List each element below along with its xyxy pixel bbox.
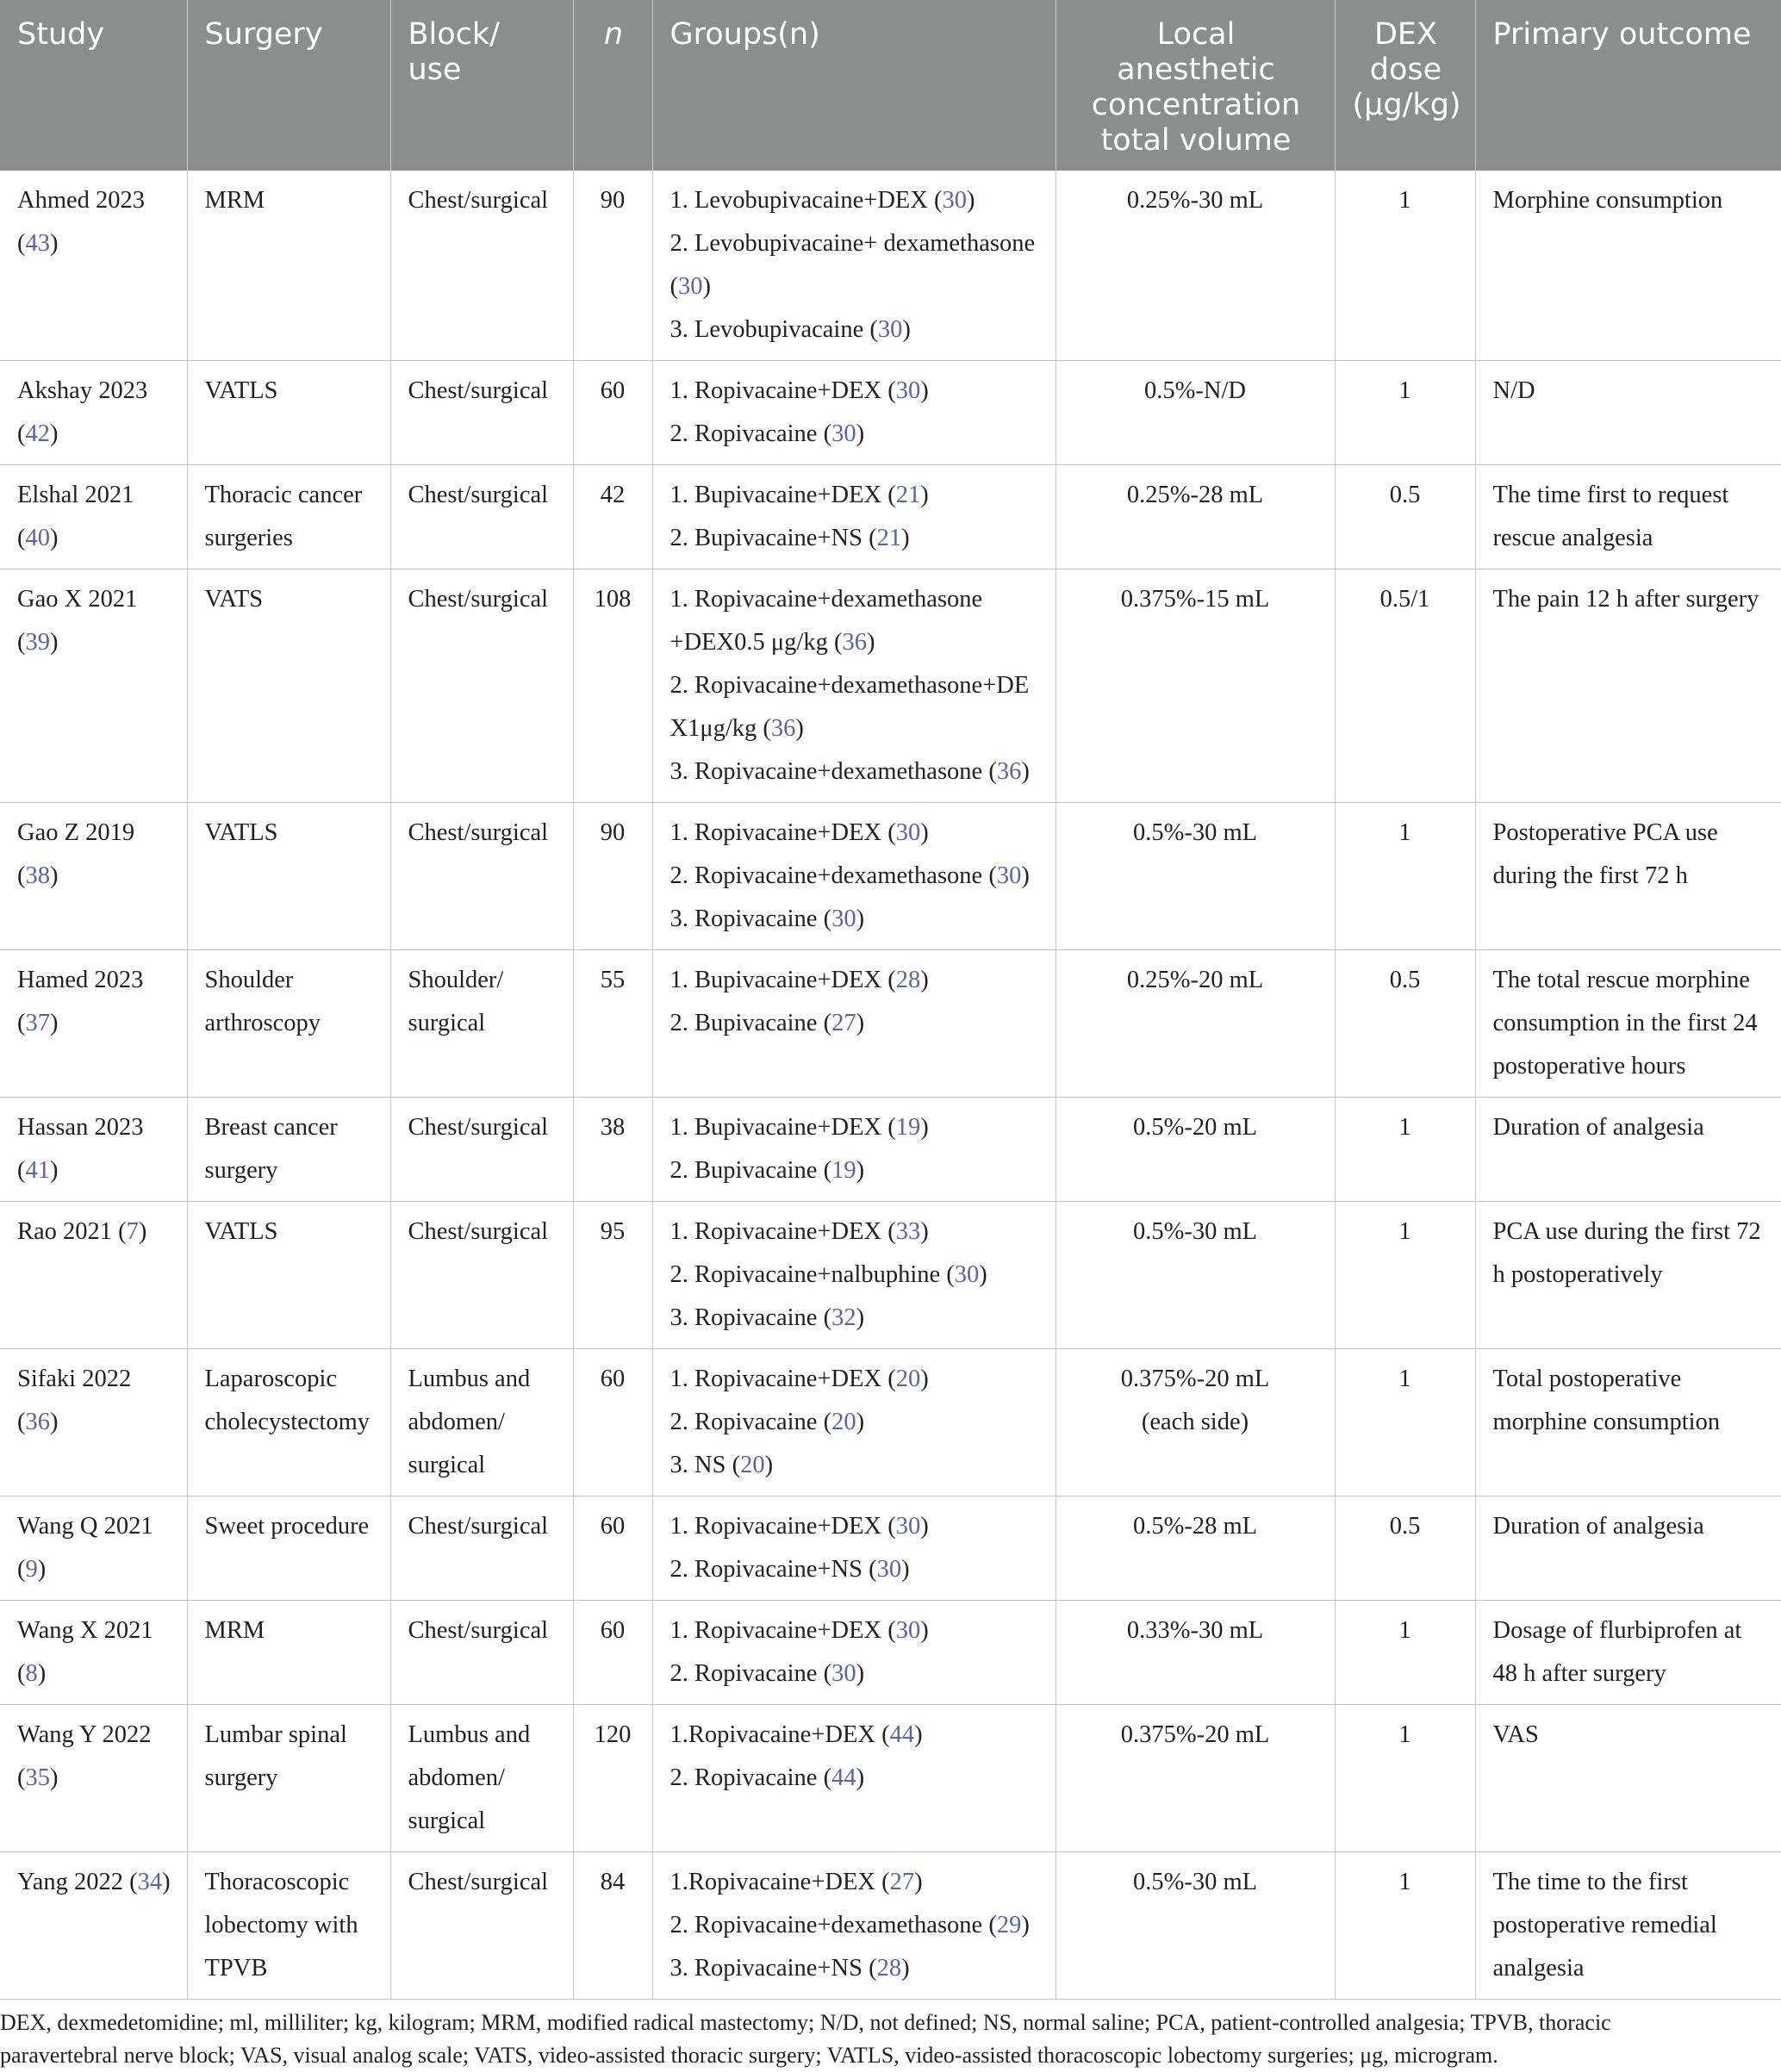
group-line: 1. Ropivacaine+dexamethasone xyxy=(669,586,983,613)
table-row xyxy=(0,1496,1781,1601)
cell-surgery: Lumbar spinal surgery xyxy=(187,1705,390,1852)
cell-n: 90 xyxy=(573,803,652,950)
cell-groups xyxy=(652,171,1056,361)
cell-local-anesthetic: 0.25%-28 mL xyxy=(1056,465,1335,569)
group-line: 2. Ropivacaine (20) xyxy=(669,1409,865,1435)
cell-n: 95 xyxy=(573,1202,652,1349)
cell-dex-dose: 1 xyxy=(1335,361,1475,465)
cell-n: 38 xyxy=(573,1098,652,1202)
cell-block: Chest/surgical xyxy=(390,1852,573,2000)
study-reference-link: 43 xyxy=(25,230,50,257)
cell-n: 90 xyxy=(573,171,652,361)
cell-primary-outcome: Duration of analgesia xyxy=(1475,1496,1781,1601)
group-line: 2. Bupivacaine+NS (21) xyxy=(669,525,910,551)
cell-surgery: VATS xyxy=(187,569,390,803)
cell-block: Chest/surgical xyxy=(390,1601,573,1705)
cell-primary-outcome: VAS xyxy=(1475,1705,1781,1852)
group-reference-link: 30 xyxy=(996,862,1022,889)
cell-surgery: Laparoscopic cholecystectomy xyxy=(187,1349,390,1496)
group-reference-link: 27 xyxy=(889,1869,915,1895)
cell-block: Chest/surgical xyxy=(390,569,573,803)
study-reference-link: 35 xyxy=(25,1764,50,1791)
cell-primary-outcome: Morphine consumption xyxy=(1475,171,1781,361)
cell-primary-outcome: Total postoperative morphine consumption xyxy=(1475,1349,1781,1496)
table-row xyxy=(0,950,1781,1098)
table-row xyxy=(0,465,1781,569)
cell-groups xyxy=(652,465,1056,569)
table-body xyxy=(0,171,1781,2000)
cell-study: Wang Y 2022 (35) xyxy=(0,1705,187,1852)
group-reference-link: 30 xyxy=(895,1617,921,1644)
group-reference-link: 28 xyxy=(876,1955,902,1982)
cell-primary-outcome: Dosage of flurbiprofen at 48 h after surgery xyxy=(1475,1601,1781,1705)
study-name: Hassan 2023 xyxy=(17,1114,144,1141)
cell-block: Chest/surgical xyxy=(390,361,573,465)
group-reference-link: 20 xyxy=(895,1366,921,1392)
group-line: 1. Ropivacaine+DEX (30) xyxy=(669,1513,929,1540)
table-row xyxy=(0,1349,1781,1496)
cell-dex-dose: 1 xyxy=(1335,1349,1475,1496)
cell-primary-outcome: The time to the first postoperative remedial analgesia xyxy=(1475,1852,1781,2000)
group-line: 1. Bupivacaine+DEX (19) xyxy=(669,1114,929,1141)
cell-n: 60 xyxy=(573,1601,652,1705)
group-line: 1.Ropivacaine+DEX (44) xyxy=(669,1721,923,1748)
study-reference-link: 9 xyxy=(25,1556,38,1583)
cell-groups xyxy=(652,1202,1056,1349)
group-line: 3. NS (20) xyxy=(669,1452,774,1478)
cell-dex-dose: 1 xyxy=(1335,171,1475,361)
cell-local-anesthetic: 0.5%-28 mL xyxy=(1056,1496,1335,1601)
table-row xyxy=(0,1098,1781,1202)
table-row xyxy=(0,569,1781,803)
table-row xyxy=(0,803,1781,950)
group-reference-link: 29 xyxy=(996,1912,1022,1938)
study-name: Ahmed 2023 xyxy=(17,187,146,214)
header-surgery: Surgery xyxy=(187,0,390,171)
cell-primary-outcome: The total rescue morphine consumption in the first 24 postoperative hours xyxy=(1475,950,1781,1098)
cell-study: Ahmed 2023 (43) xyxy=(0,171,187,361)
cell-groups xyxy=(652,1705,1056,1852)
cell-surgery: VATLS xyxy=(187,803,390,950)
group-reference-link: 30 xyxy=(678,273,703,300)
cell-primary-outcome: PCA use during the first 72 h postoperatively xyxy=(1475,1202,1781,1349)
cell-dex-dose: 1 xyxy=(1335,1601,1475,1705)
study-name: Sifaki 2022 xyxy=(17,1366,132,1392)
study-name: Yang 2022 xyxy=(17,1869,124,1895)
cell-surgery: VATLS xyxy=(187,1202,390,1349)
group-line: 2. Bupivacaine (27) xyxy=(669,1010,865,1036)
group-line: 2. Ropivacaine+NS (30) xyxy=(669,1556,910,1583)
header-primary-outcome: Primary outcome xyxy=(1475,0,1781,171)
cell-local-anesthetic: 0.5%-30 mL xyxy=(1056,1852,1335,2000)
table-row xyxy=(0,361,1781,465)
header-row xyxy=(0,0,1781,171)
group-reference-link: 44 xyxy=(889,1721,915,1748)
cell-groups xyxy=(652,803,1056,950)
cell-dex-dose: 0.5 xyxy=(1335,465,1475,569)
cell-primary-outcome: The pain 12 h after surgery xyxy=(1475,569,1781,803)
group-line: 3. Ropivacaine+dexamethasone (36) xyxy=(669,758,1030,785)
cell-surgery: MRM xyxy=(187,171,390,361)
cell-local-anesthetic: 0.375%-15 mL xyxy=(1056,569,1335,803)
cell-block: Chest/surgical xyxy=(390,465,573,569)
cell-local-anesthetic: 0.375%-20 mL (each side) xyxy=(1056,1349,1335,1496)
group-line: 2. Ropivacaine (30) xyxy=(669,1660,865,1687)
study-reference-link: 7 xyxy=(126,1218,139,1245)
cell-dex-dose: 1 xyxy=(1335,1098,1475,1202)
study-reference-link: 34 xyxy=(137,1869,163,1895)
cell-n: 55 xyxy=(573,950,652,1098)
group-line: 1. Ropivacaine+DEX (33) xyxy=(669,1218,929,1245)
cell-surgery: MRM xyxy=(187,1601,390,1705)
cell-surgery: Sweet procedure xyxy=(187,1496,390,1601)
cell-study: Elshal 2021 (40) xyxy=(0,465,187,569)
study-name: Hamed 2023 xyxy=(17,967,144,993)
cell-block: Chest/surgical xyxy=(390,1202,573,1349)
cell-n: 84 xyxy=(573,1852,652,2000)
group-reference-link: 30 xyxy=(831,420,856,447)
cell-groups xyxy=(652,1601,1056,1705)
cell-study: Hamed 2023 (37) xyxy=(0,950,187,1098)
group-reference-link: 19 xyxy=(831,1157,856,1184)
cell-n: 60 xyxy=(573,1496,652,1601)
study-reference-link: 40 xyxy=(25,525,50,551)
group-reference-link: 20 xyxy=(831,1409,856,1435)
cell-study: Hassan 2023 (41) xyxy=(0,1098,187,1202)
cell-dex-dose: 0.5 xyxy=(1335,950,1475,1098)
cell-local-anesthetic: 0.33%-30 mL xyxy=(1056,1601,1335,1705)
cell-local-anesthetic: 0.5%-N/D xyxy=(1056,361,1335,465)
group-line: 3. Levobupivacaine (30) xyxy=(669,316,911,343)
cell-block: Lumbus and abdomen/ surgical xyxy=(390,1705,573,1852)
group-reference-link: 21 xyxy=(895,482,921,508)
table-row xyxy=(0,171,1781,361)
group-reference-link: 30 xyxy=(831,1660,856,1687)
cell-n: 60 xyxy=(573,361,652,465)
cell-dex-dose: 1 xyxy=(1335,1202,1475,1349)
cell-local-anesthetic: 0.25%-30 mL xyxy=(1056,171,1335,361)
cell-groups xyxy=(652,1098,1056,1202)
cell-local-anesthetic: 0.5%-30 mL xyxy=(1056,803,1335,950)
group-line: 2. Levobupivacaine+ dexamethasone xyxy=(669,230,1036,257)
header-local-anesthetic: Local anesthetic concentration total volume xyxy=(1056,0,1335,171)
cell-surgery: Shoulder arthroscopy xyxy=(187,950,390,1098)
group-line: 3. Ropivacaine (30) xyxy=(669,905,865,932)
group-reference-link: 27 xyxy=(831,1010,856,1036)
study-reference-link: 38 xyxy=(25,862,50,889)
study-name: Gao X 2021 xyxy=(17,586,138,613)
cell-primary-outcome: N/D xyxy=(1475,361,1781,465)
table-row xyxy=(0,1852,1781,2000)
group-line: 3. Ropivacaine (32) xyxy=(669,1304,865,1331)
cell-n: 60 xyxy=(573,1349,652,1496)
table-row xyxy=(0,1202,1781,1349)
cell-study: Akshay 2023 (42) xyxy=(0,361,187,465)
group-line: 1. Ropivacaine+DEX (30) xyxy=(669,1617,929,1644)
group-reference-link: 44 xyxy=(831,1764,856,1791)
cell-study: Wang Q 2021 (9) xyxy=(0,1496,187,1601)
cell-surgery: Breast cancer surgery xyxy=(187,1098,390,1202)
cell-block: Chest/surgical xyxy=(390,1098,573,1202)
cell-primary-outcome: The time first to request rescue analgesia xyxy=(1475,465,1781,569)
group-line: 2. Ropivacaine+dexamethasone (29) xyxy=(669,1912,1030,1938)
group-reference-link: 30 xyxy=(942,187,968,214)
cell-block: Chest/surgical xyxy=(390,1496,573,1601)
group-line: 1. Levobupivacaine+DEX (30) xyxy=(669,187,975,214)
table-row xyxy=(0,1705,1781,1852)
cell-block: Lumbus and abdomen/ surgical xyxy=(390,1349,573,1496)
cell-groups xyxy=(652,361,1056,465)
study-name: Rao 2021 xyxy=(17,1218,113,1245)
cell-block: Chest/surgical xyxy=(390,803,573,950)
table-row xyxy=(0,1601,1781,1705)
group-reference-link: 30 xyxy=(895,377,921,404)
header-block: Block/ use xyxy=(390,0,573,171)
group-reference-link: 36 xyxy=(842,629,867,656)
group-reference-link: 30 xyxy=(831,905,856,932)
cell-dex-dose: 1 xyxy=(1335,1705,1475,1852)
cell-local-anesthetic: 0.5%-20 mL xyxy=(1056,1098,1335,1202)
group-line: 2. Ropivacaine+dexamethasone (30) xyxy=(669,862,1030,889)
study-name: Gao Z 2019 xyxy=(17,819,135,846)
cell-dex-dose: 1 xyxy=(1335,803,1475,950)
group-line: 1.Ropivacaine+DEX (27) xyxy=(669,1869,923,1895)
group-reference-link: 33 xyxy=(895,1218,921,1245)
cell-local-anesthetic: 0.25%-20 mL xyxy=(1056,950,1335,1098)
cell-groups xyxy=(652,569,1056,803)
group-line: 2. Ropivacaine (30) xyxy=(669,420,865,447)
study-name: Akshay 2023 xyxy=(17,377,148,404)
cell-n: 108 xyxy=(573,569,652,803)
group-reference-link: 36 xyxy=(996,758,1022,785)
group-line: 1. Bupivacaine+DEX (21) xyxy=(669,482,929,508)
group-line: 1. Ropivacaine+DEX (30) xyxy=(669,377,929,404)
cell-groups xyxy=(652,1349,1056,1496)
table-footnote: DEX, dexmedetomidine; ml, milliliter; kg, kilogram; MRM, modified radical mastectomy; N/D, not defined; NS, normal saline; PCA, patient-controlled analgesia; TPVB, thoracic paravertebral nerve block; VAS, visual analog scale; VATS, video-assisted thoracic surgery; VATLS, video-assisted thoracoscopic lobectomy surgeries; μg, microgram. xyxy=(0,2010,1611,2068)
study-name: Wang X 2021 xyxy=(17,1617,153,1644)
group-line: 2. Bupivacaine (19) xyxy=(669,1157,865,1184)
cell-groups xyxy=(652,1852,1056,2000)
group-reference-link: 20 xyxy=(740,1452,765,1478)
group-line: 2. Ropivacaine+nalbuphine (30) xyxy=(669,1261,987,1288)
cell-dex-dose: 1 xyxy=(1335,1852,1475,2000)
cell-n: 120 xyxy=(573,1705,652,1852)
group-reference-link: 30 xyxy=(877,316,903,343)
header-study: Study xyxy=(0,0,187,171)
study-reference-link: 39 xyxy=(25,629,50,656)
cell-study: Yang 2022 (34) xyxy=(0,1852,187,2000)
group-line: 2. Ropivacaine (44) xyxy=(669,1764,865,1791)
cell-block: Shoulder/ surgical xyxy=(390,950,573,1098)
cell-study: Gao Z 2019 (38) xyxy=(0,803,187,950)
group-reference-link: 30 xyxy=(876,1556,902,1583)
group-line: 3. Ropivacaine+NS (28) xyxy=(669,1955,910,1982)
cell-dex-dose: 0.5 xyxy=(1335,1496,1475,1601)
group-reference-link: 30 xyxy=(895,1513,921,1540)
group-line: (30) xyxy=(669,273,711,300)
group-reference-link: 36 xyxy=(770,715,796,742)
cell-study: Sifaki 2022 (36) xyxy=(0,1349,187,1496)
study-reference-link: 42 xyxy=(25,420,50,447)
study-name: Wang Y 2022 xyxy=(17,1721,152,1748)
cell-study: Gao X 2021 (39) xyxy=(0,569,187,803)
study-name: Wang Q 2021 xyxy=(17,1513,153,1540)
cell-groups xyxy=(652,950,1056,1098)
header-dex-dose: DEX dose (μg/kg) xyxy=(1335,0,1475,171)
cell-local-anesthetic: 0.375%-20 mL xyxy=(1056,1705,1335,1852)
cell-dex-dose: 0.5/1 xyxy=(1335,569,1475,803)
group-reference-link: 32 xyxy=(831,1304,856,1331)
group-line: X1μg/kg (36) xyxy=(669,715,804,742)
cell-block: Chest/surgical xyxy=(390,171,573,361)
group-line: 2. Ropivacaine+dexamethasone+DE xyxy=(669,672,1030,699)
group-reference-link: 21 xyxy=(876,525,902,551)
cell-study: Wang X 2021 (8) xyxy=(0,1601,187,1705)
header-groups: Groups(n) xyxy=(652,0,1056,171)
study-name: Elshal 2021 xyxy=(17,482,134,508)
cell-local-anesthetic: 0.5%-30 mL xyxy=(1056,1202,1335,1349)
group-line: +DEX0.5 μg/kg (36) xyxy=(669,629,875,656)
group-reference-link: 28 xyxy=(895,967,921,993)
group-reference-link: 30 xyxy=(895,819,921,846)
cell-surgery: VATLS xyxy=(187,361,390,465)
cell-primary-outcome: Postoperative PCA use during the first 72 h xyxy=(1475,803,1781,950)
study-reference-link: 8 xyxy=(25,1660,38,1687)
study-reference-link: 41 xyxy=(25,1157,50,1184)
cell-study: Rao 2021 (7) xyxy=(0,1202,187,1349)
cell-n: 42 xyxy=(573,465,652,569)
cell-primary-outcome: Duration of analgesia xyxy=(1475,1098,1781,1202)
cell-groups xyxy=(652,1496,1056,1601)
cell-surgery: Thoracoscopic lobectomy with TPVB xyxy=(187,1852,390,2000)
group-reference-link: 19 xyxy=(895,1114,921,1141)
study-reference-link: 36 xyxy=(25,1409,50,1435)
group-reference-link: 30 xyxy=(954,1261,980,1288)
cell-surgery: Thoracic cancer surgeries xyxy=(187,465,390,569)
group-line: 1. Bupivacaine+DEX (28) xyxy=(669,967,929,993)
group-line: 1. Ropivacaine+DEX (30) xyxy=(669,819,929,846)
study-reference-link: 37 xyxy=(25,1010,50,1036)
group-line: 1. Ropivacaine+DEX (20) xyxy=(669,1366,929,1392)
header-n: n xyxy=(573,0,652,171)
